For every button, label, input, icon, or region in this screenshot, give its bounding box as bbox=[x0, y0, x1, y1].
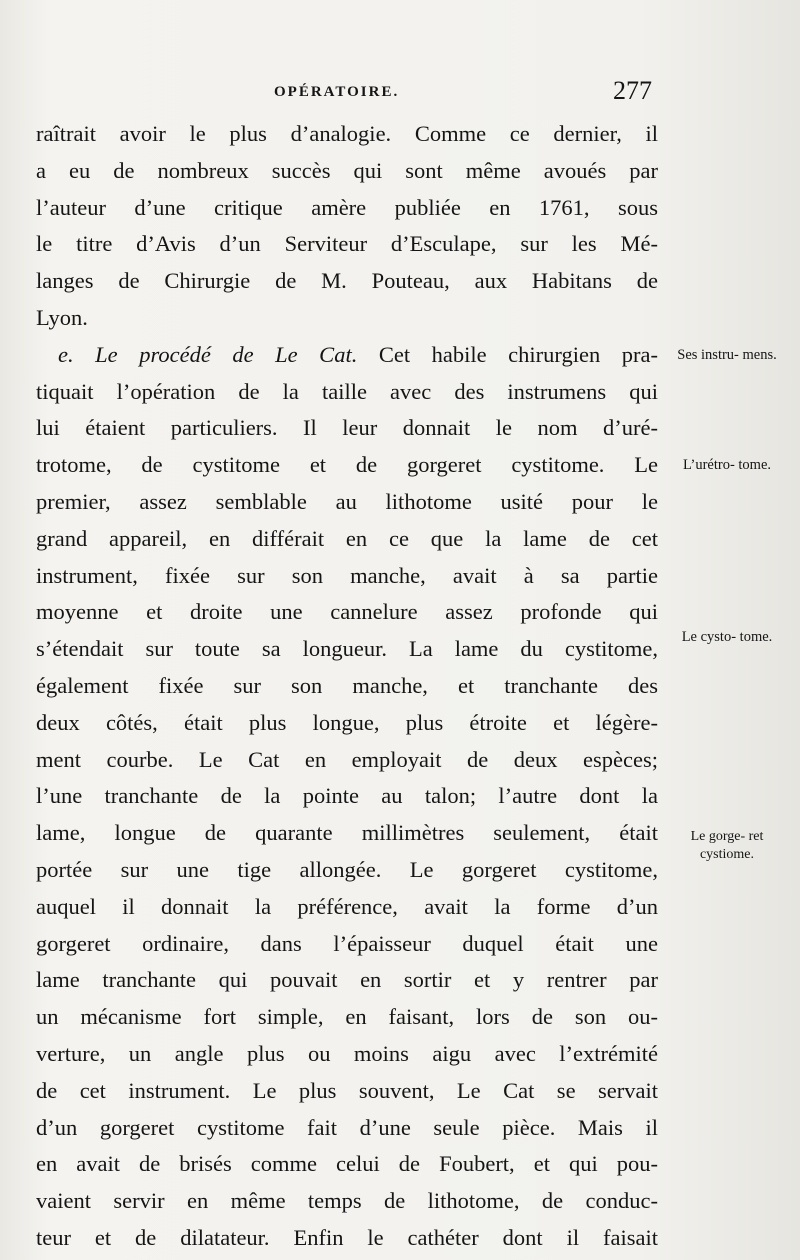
section-lead-italic: e. Le procédé de Le Cat. bbox=[58, 341, 358, 367]
running-head: OPÉRATOIRE. bbox=[274, 84, 400, 100]
body-text bbox=[36, 116, 658, 1257]
text-line: portée sur une tige allongée. Le gorgeret cystitome, bbox=[36, 856, 658, 882]
text-line: gorgeret ordinaire, dans l’épaisseur duquel était une bbox=[36, 930, 658, 956]
margin-note-uretrotome: L’urétro- tome. bbox=[682, 457, 772, 473]
text-line: trotome, de cystitome et de gorgeret cystitome. Le bbox=[36, 452, 658, 478]
text-line: auquel il donnait la préférence, avait la forme d’un bbox=[36, 893, 658, 919]
text-line: le titre d’Avis d’un Serviteur d’Esculape, sur les Mé- bbox=[36, 231, 658, 257]
paragraph-start-line bbox=[36, 337, 658, 374]
text-line: premier, assez semblable au lithotome usité pour le bbox=[36, 488, 658, 514]
text-line-rest: Cet habile chirurgien pra- bbox=[378, 341, 658, 367]
margin-note-gorgeret: Le gorge- ret cystiome. bbox=[690, 829, 764, 862]
text-line: deux côtés, était plus longue, plus étroite et légère- bbox=[36, 709, 658, 735]
text-line: grand appareil, en différait en ce que la lame de cet bbox=[36, 525, 658, 551]
text-line: en avait de brisés comme celui de Foubert, et qui pou- bbox=[36, 1151, 658, 1177]
text-line: a eu de nombreux succès qui sont même avoués par bbox=[36, 157, 658, 183]
text-line: Lyon. bbox=[36, 304, 88, 330]
text-line: instrument, fixée sur son manche, avait à sa partie bbox=[36, 562, 658, 588]
text-line: l’une tranchante de la pointe au talon; l’autre dont la bbox=[36, 783, 658, 809]
margin-note-instruments: Ses instru- mens. bbox=[677, 347, 777, 363]
text-line: s’étendait sur toute sa longueur. La lame du cystitome, bbox=[36, 636, 658, 662]
text-line: lui étaient particuliers. Il leur donnait le nom d’uré- bbox=[36, 415, 658, 441]
page-number: 277 bbox=[613, 76, 652, 105]
text-line: un mécanisme fort simple, en faisant, lors de son ou- bbox=[36, 1004, 658, 1030]
text-line: moyenne et droite une cannelure assez profonde qui bbox=[36, 599, 658, 625]
text-line: lame tranchante qui pouvait en sortir et y rentrer par bbox=[36, 967, 658, 993]
text-line: lame, longue de quarante millimètres seulement, était bbox=[36, 820, 658, 846]
text-line: teur et de dilatateur. Enfin le cathéter dont il faisait bbox=[36, 1224, 658, 1250]
text-line: verture, un angle plus ou moins aigu avec l’extrémité bbox=[36, 1040, 658, 1066]
margin-note-cystotome: Le cysto- tome. bbox=[681, 629, 773, 645]
text-line: également fixée sur son manche, et tranchante des bbox=[36, 672, 658, 698]
text-line: de cet instrument. Le plus souvent, Le Cat se servait bbox=[36, 1077, 658, 1103]
text-line: l’auteur d’une critique amère publiée en 1761, sous bbox=[36, 194, 658, 220]
text-line: vaient servir en même temps de lithotome, de conduc- bbox=[36, 1188, 658, 1214]
text-line: raîtrait avoir le plus d’analogie. Comme ce dernier, il bbox=[36, 121, 658, 146]
text-line: d’un gorgeret cystitome fait d’une seule pièce. Mais il bbox=[36, 1114, 658, 1140]
text-line: ment courbe. Le Cat en employait de deux espèces; bbox=[36, 746, 658, 772]
text-line: langes de Chirurgie de M. Pouteau, aux Habitans de bbox=[36, 268, 658, 294]
text-line: tiquait l’opération de la taille avec des instrumens qui bbox=[36, 378, 658, 404]
page-header bbox=[38, 76, 658, 116]
